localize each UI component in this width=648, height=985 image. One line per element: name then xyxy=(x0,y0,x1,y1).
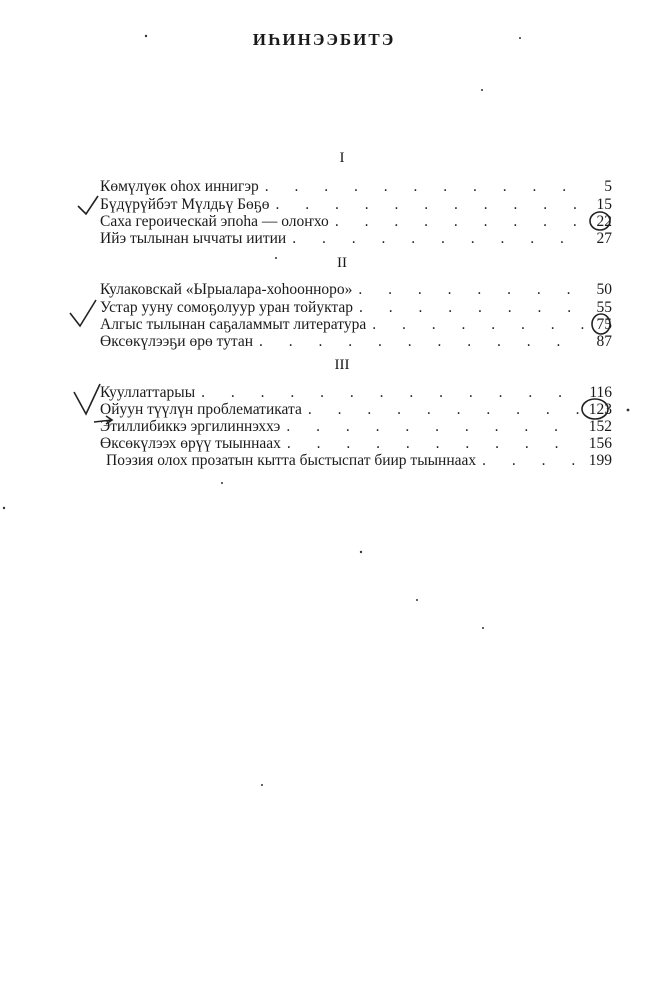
entry-page-number: 5 xyxy=(604,178,612,195)
leader-dots xyxy=(286,418,584,436)
toc-entry[interactable] xyxy=(100,333,612,351)
entry-page-number: 123 xyxy=(588,401,612,418)
toc-entry[interactable] xyxy=(100,435,612,453)
leader-dots xyxy=(292,230,584,248)
leader-dots xyxy=(482,452,584,470)
leader-dots xyxy=(276,196,584,214)
entry-title: Алгыс тылынан саҕаламмыт литература xyxy=(100,316,367,333)
leader-dots xyxy=(265,178,584,196)
toc-entry[interactable] xyxy=(100,299,612,317)
entry-page-number: 152 xyxy=(588,418,612,435)
entry-title: Кулаковскай «Ырыалара-хоһоонноро» xyxy=(100,281,353,298)
leader-dots xyxy=(259,333,584,351)
entry-page-number: 199 xyxy=(588,452,612,469)
entry-title: Өксөкүлээх өрүү тыыннаах xyxy=(100,435,281,452)
leader-dots xyxy=(372,316,584,334)
entry-title: Этиллибиккэ эргилиннэххэ xyxy=(100,418,281,435)
section-numeral: III xyxy=(334,357,350,373)
entry-page-number: 27 xyxy=(596,230,612,247)
entry-page-number: 156 xyxy=(588,435,612,452)
checkmark-icon xyxy=(70,300,96,326)
entry-title: Ойуун түүлүн проблематиката xyxy=(100,401,302,418)
entry-page-number: 22 xyxy=(596,213,612,230)
entry-page-number: 116 xyxy=(589,384,612,401)
toc-entry[interactable] xyxy=(100,401,612,419)
section-numeral: I xyxy=(339,150,345,166)
entry-page-number: 87 xyxy=(596,333,612,350)
page-title: ИҺИНЭЭБИТЭ xyxy=(252,30,396,49)
entry-title: Өксөкүлээҕи өрө тутан xyxy=(100,333,254,350)
toc-entry[interactable] xyxy=(100,213,612,231)
toc-entry[interactable] xyxy=(106,452,612,470)
checkmark-icon xyxy=(78,196,98,214)
entry-page-number: 75 xyxy=(596,316,612,333)
leader-dots xyxy=(335,213,584,231)
entry-title: Устар ууну сомоҕолуур уран тойуктар xyxy=(100,299,353,316)
entry-title: Бүдүрүйбэт Мүлдьү Бөҕө xyxy=(100,196,270,213)
leader-dots xyxy=(287,435,584,453)
section-numeral: II xyxy=(337,255,347,271)
leader-dots xyxy=(359,299,584,317)
leader-dots xyxy=(201,384,584,402)
entry-title: Ийэ тылынан ыччаты иитии xyxy=(100,230,287,247)
leader-dots xyxy=(358,281,584,299)
entry-title: Кууллаттарыы xyxy=(100,384,196,401)
toc-entry[interactable] xyxy=(100,230,612,248)
leader-dots xyxy=(308,401,584,419)
entry-title: Поэзия олох прозатын кытта быстыспат биир тыыннаах xyxy=(106,452,477,469)
entry-title: Саха героическай эпоһа — олоҥхо xyxy=(100,213,329,230)
toc-entry[interactable] xyxy=(100,178,612,196)
checkmark-icon xyxy=(74,384,100,414)
entry-title: Көмүлүөк оһох иннигэр xyxy=(100,178,259,195)
toc-entry[interactable] xyxy=(100,281,612,299)
toc-entry[interactable] xyxy=(100,384,612,402)
toc-entry[interactable] xyxy=(100,418,612,436)
toc-entry[interactable] xyxy=(100,316,612,334)
entry-page-number: 55 xyxy=(596,299,612,316)
entry-page-number: 15 xyxy=(596,196,612,213)
entry-page-number: 50 xyxy=(596,281,612,298)
toc-entry[interactable] xyxy=(100,196,612,214)
